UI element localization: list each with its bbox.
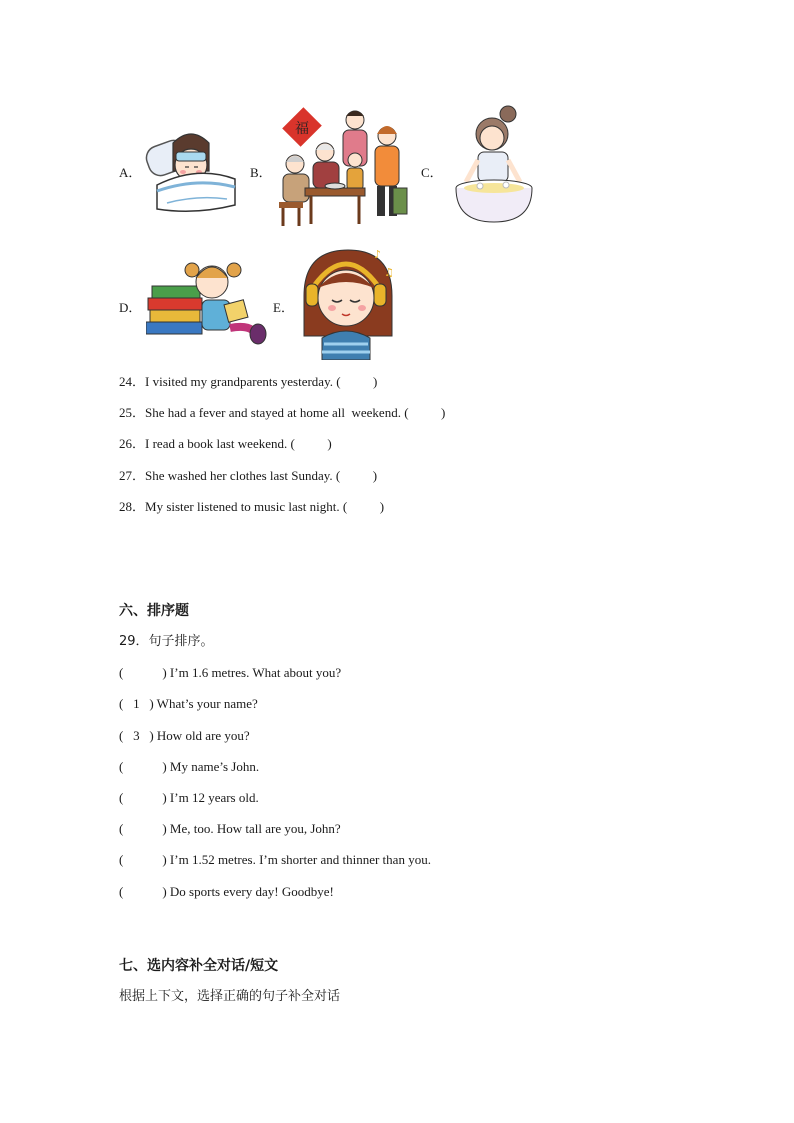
music-girl-picture bbox=[294, 246, 394, 360]
ordering-item: ( ) I’m 1.6 metres. What about you? bbox=[119, 665, 342, 680]
question-27: 27．She washed her clothes last Sunday. ( ) bbox=[119, 468, 378, 483]
sick-girl-picture bbox=[145, 125, 237, 215]
fu-character: 福 bbox=[295, 121, 309, 137]
question-28: 28．My sister listened to music last night. ( ) bbox=[119, 499, 385, 514]
question-25: 25．She had a fever and stayed at home all weekend. ( ) bbox=[119, 405, 446, 420]
ordering-item: ( ) My name’s John. bbox=[119, 759, 260, 774]
ordering-item: ( ) Me, too. How tall are you, John? bbox=[119, 821, 341, 836]
reading-girl-picture bbox=[146, 258, 268, 346]
ordering-item: ( 1 ) What’s your name? bbox=[119, 696, 258, 711]
option-label-b: B． bbox=[250, 165, 272, 180]
washing-clothes-picture bbox=[450, 104, 540, 234]
option-label-c: C． bbox=[421, 165, 443, 180]
section-7-title: 七、选内容补全对话/短文 bbox=[119, 958, 279, 974]
ordering-item: ( ) I’m 12 years old. bbox=[119, 790, 259, 805]
ordering-item: ( ) Do sports every day! Goodbye! bbox=[119, 884, 334, 899]
section-6-title: 六、排序题 bbox=[119, 603, 189, 619]
ordering-item: ( ) I’m 1.52 metres. I’m shorter and thinner than you. bbox=[119, 852, 431, 867]
question-29: 29．句子排序。 bbox=[119, 634, 214, 649]
question-24: 24．I visited my grandparents yesterday. ( ) bbox=[119, 374, 378, 389]
question-26: 26．I read a book last weekend. ( ) bbox=[119, 436, 332, 451]
music-note-icon: ♫ bbox=[384, 266, 394, 279]
section-7-instruction: 根据上下文，选择正确的句子补全对话 bbox=[119, 989, 341, 1004]
option-label-d: D． bbox=[119, 300, 142, 315]
ordering-item: ( 3 ) How old are you? bbox=[119, 728, 250, 743]
music-note-icon: ♪ bbox=[374, 248, 382, 261]
option-label-a: A． bbox=[119, 165, 142, 180]
family-picture bbox=[275, 106, 411, 230]
option-label-e: E． bbox=[273, 300, 294, 315]
